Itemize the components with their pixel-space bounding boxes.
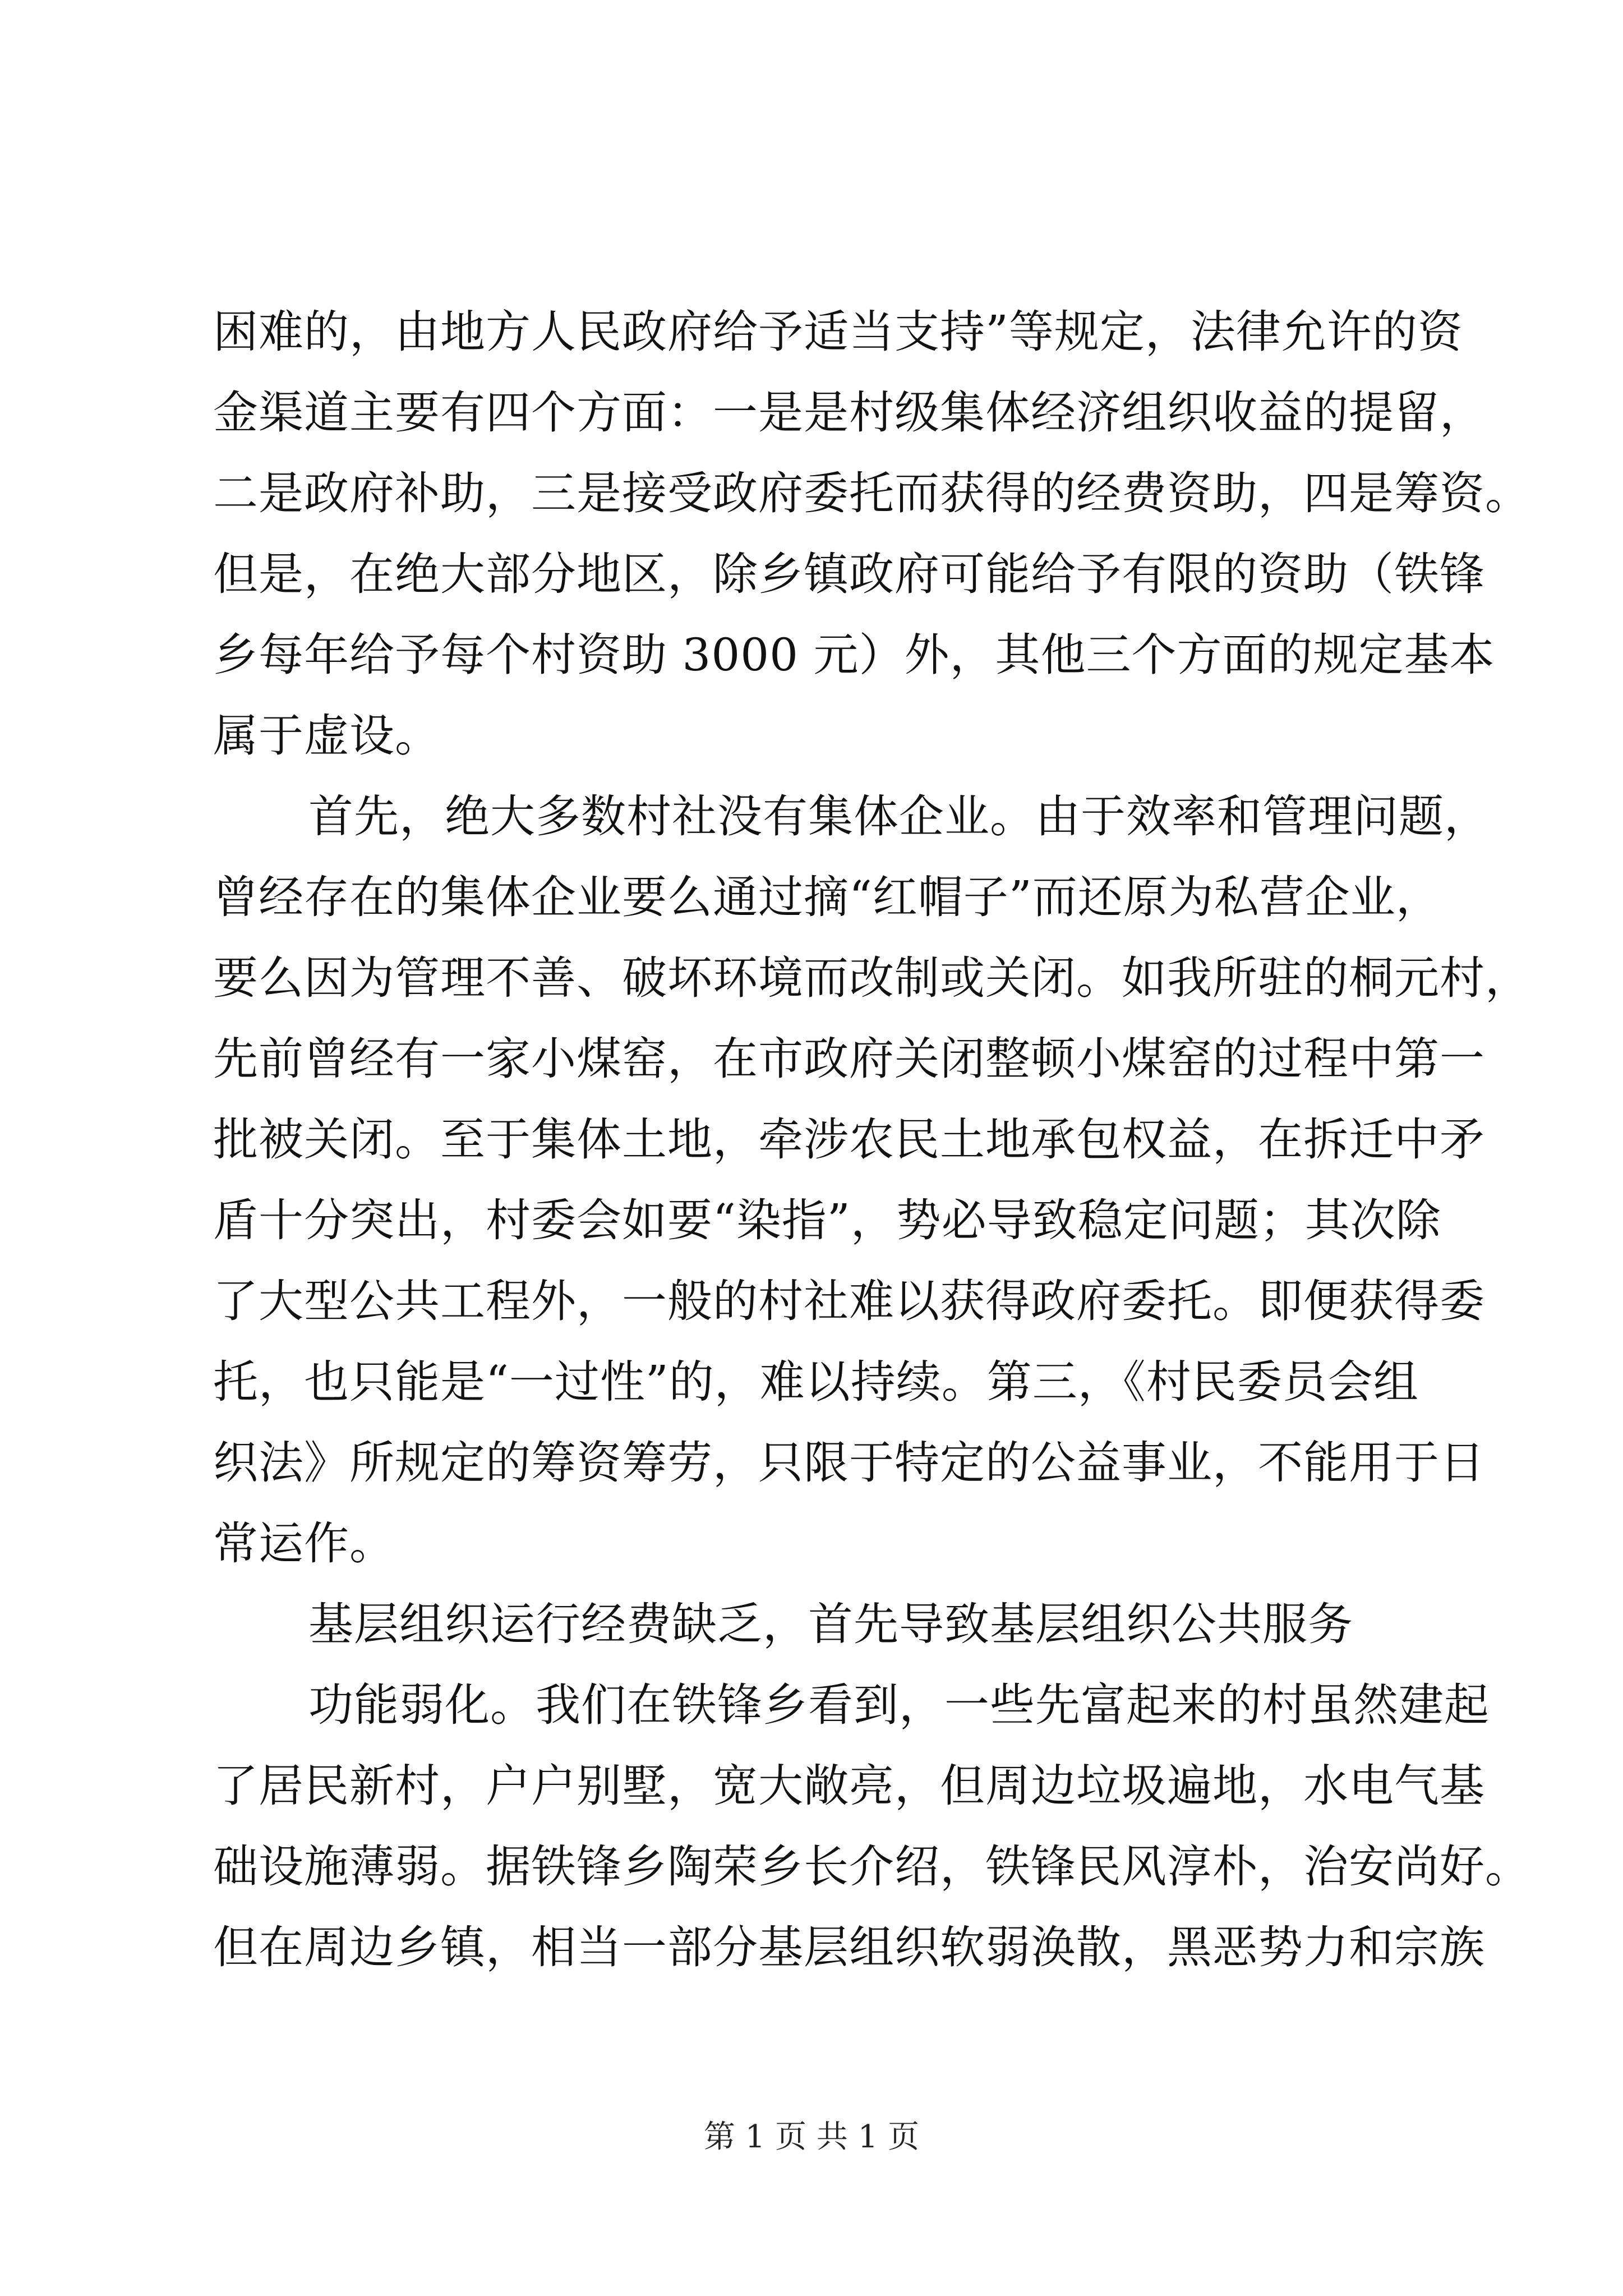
text-line: 批被关闭。至于集体土地，牵涉农民土地承包权益，在拆迁中矛	[213, 1114, 1485, 1166]
text-line: 二是政府补助，三是接受政府委托而获得的经费资助，四是筹资。	[213, 467, 1530, 519]
text-line: 了大型公共工程外，一般的村社难以获得政府委托。即便获得委	[213, 1275, 1485, 1327]
text-line: 但在周边乡镇，相当一部分基层组织软弱涣散，黑恶势力和宗族	[213, 1921, 1485, 1973]
text-line: 首先，绝大多数村社没有集体企业。由于效率和管理问题，	[308, 790, 1490, 843]
text-line: 金渠道主要有四个方面：一是是村级集体经济组织收益的提留，	[213, 386, 1485, 439]
text-line: 功能弱化。我们在铁锋乡看到，一些先富起来的村虽然建起	[308, 1679, 1490, 1731]
document-body	[213, 292, 1530, 1988]
text-line: 了居民新村，户户别墅，宽大敞亮，但周边垃圾遍地，水电气基	[213, 1760, 1485, 1812]
text-line: 盾十分突出，村委会如要“染指”，势必导致稳定问题；其次除	[213, 1194, 1441, 1246]
text-line: 础设施薄弱。据铁锋乡陶荣乡长介绍，铁锋民风淳朴，治安尚好。	[213, 1841, 1530, 1893]
text-line: 织法》所规定的筹资筹劳，只限于特定的公益事业，不能用于日	[213, 1437, 1485, 1489]
text-line: 困难的，由地方人民政府给予适当支持”等规定，法律允许的资	[213, 306, 1463, 358]
text-line: 要么因为管理不善、破坏环境而改制或关闭。如我所驻的桐元村，	[213, 952, 1530, 1004]
text-line: 但是，在绝大部分地区，除乡镇政府可能给予有限的资助（铁锋	[213, 548, 1485, 600]
text-line: 基层组织运行经费缺乏，首先导致基层组织公共服务	[308, 1598, 1353, 1650]
text-line: 属于虚设。	[213, 710, 440, 762]
text-line: 托，也只能是“一过性”的，难以持续。第三，《村民委员会组	[213, 1356, 1419, 1408]
text-line: 常运作。	[213, 1517, 395, 1570]
text-line: 先前曾经有一家小煤窑，在市政府关闭整顿小煤窑的过程中第一	[213, 1033, 1485, 1085]
page-footer: 第 1 页 共 1 页	[703, 2119, 920, 2155]
text-line: 曾经存在的集体企业要么通过摘“红帽子”而还原为私营企业，	[213, 871, 1441, 923]
text-line: 乡每年给予每个村资助 3000 元）外，其他三个方面的规定基本	[213, 629, 1495, 681]
